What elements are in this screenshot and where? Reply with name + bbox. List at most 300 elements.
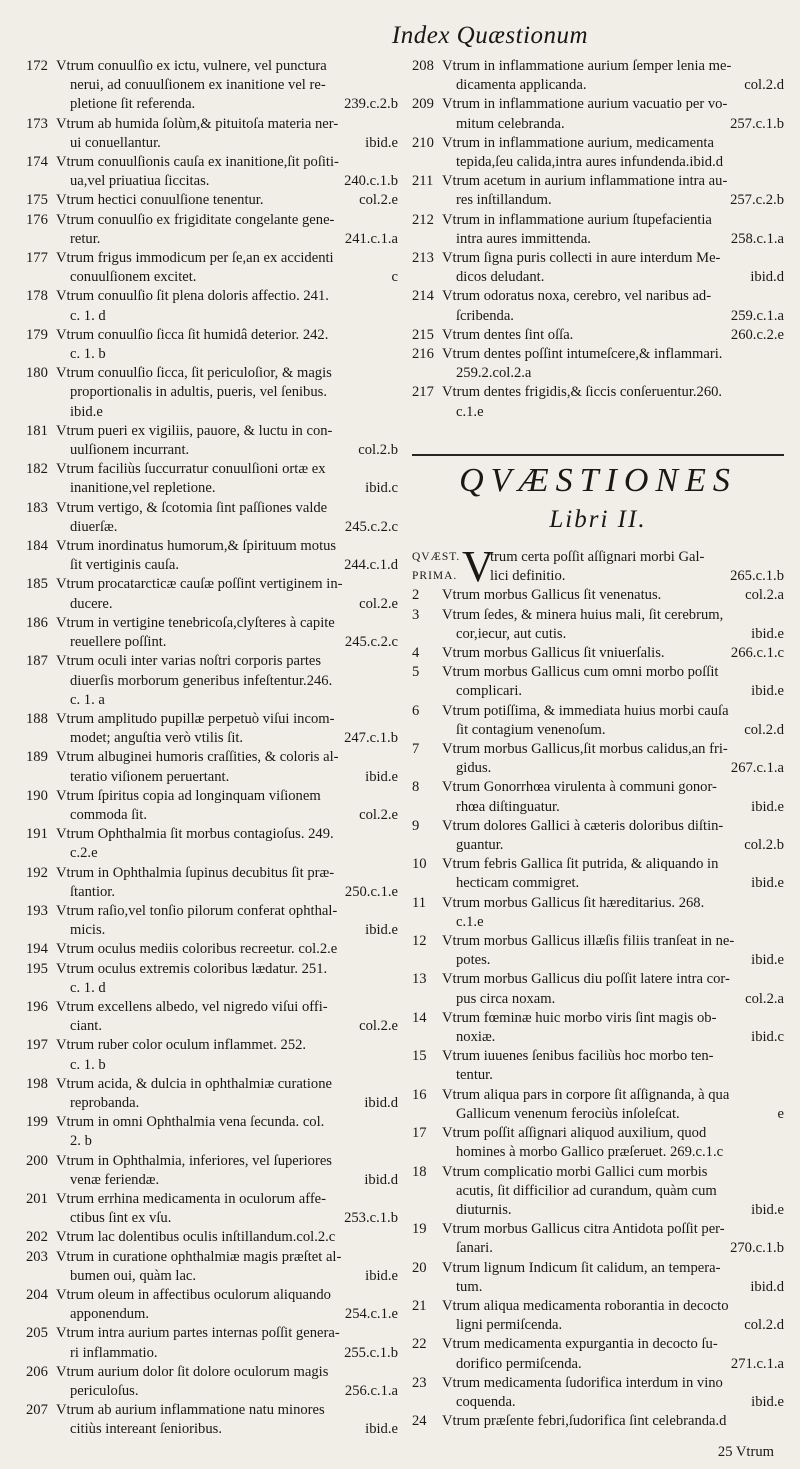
entry-text: c. 1. b xyxy=(70,1056,106,1073)
entry-text: Vtrum Ophthalmia ſit morbus contagioſus. 249. xyxy=(56,826,334,843)
entry-line xyxy=(56,422,398,441)
entry-text: Vtrum in curatione ophthalmiæ magis præſtet al- xyxy=(56,1248,342,1265)
index-entry xyxy=(26,998,398,1036)
entry-text: Vtrum intra aurium partes internas poſſit genera- xyxy=(56,1325,340,1342)
entry-line xyxy=(442,682,784,701)
entry-text: c.1.e xyxy=(456,913,484,930)
entry-text: retur. xyxy=(70,230,101,247)
entry-text: acutis, ſit difficilior ad curandum, quàm cum xyxy=(456,1182,717,1199)
entry-text: Vtrum lignum Indicum ſit calidum, an tempera- xyxy=(442,1259,721,1276)
entry-line xyxy=(56,1075,398,1094)
entry-text: Vtrum pueri ex vigiliis, pauore, & luctu in con- xyxy=(56,422,333,439)
page-reference: 245.c.2.c xyxy=(344,634,398,651)
entry-line xyxy=(56,691,398,710)
entry-text: Vtrum frigus immodicum per ſe,an ex accidenti xyxy=(56,250,334,267)
right-column-top xyxy=(412,57,784,422)
entry-number: 212 xyxy=(412,211,434,228)
entry-text: dicos deludant. xyxy=(456,269,545,286)
entry-number: 175 xyxy=(26,192,48,209)
index-entry xyxy=(26,902,398,940)
index-entry xyxy=(412,932,784,970)
entry-number: 17 xyxy=(412,1125,427,1142)
entry-number: 187 xyxy=(26,653,48,670)
entry-line xyxy=(56,537,398,556)
entry-line xyxy=(442,663,784,682)
entry-number: 18 xyxy=(412,1163,427,1180)
entry-text: Vtrum morbus Gallicus ſit vniuerſalis. xyxy=(442,645,665,662)
page-reference: col.2.d xyxy=(744,77,784,94)
entry-line xyxy=(56,652,398,671)
entry-text: intra aures immittenda. xyxy=(456,230,591,247)
index-entry xyxy=(26,1190,398,1228)
page-reference: 240.c.1.b xyxy=(344,173,398,190)
page-reference: 259.c.1.a xyxy=(730,307,784,324)
entry-line xyxy=(56,748,398,767)
entry-text: Vtrum morbus Gallicus ſit venenatus. xyxy=(442,587,662,604)
entry-line xyxy=(442,364,784,383)
entry-text: Vtrum albuginei humoris craſſities, & coloris al- xyxy=(56,749,339,766)
page-reference: 266.c.1.c xyxy=(730,645,784,662)
entry-text: Vtrum excellens albedo, vel nigredo viſui offi- xyxy=(56,998,328,1015)
entry-line xyxy=(442,932,784,951)
index-entry xyxy=(26,153,398,191)
entry-line xyxy=(442,1124,784,1143)
index-entry xyxy=(412,134,784,172)
entry-text: Vtrum hectici conuulſione tenentur. xyxy=(56,192,264,209)
index-entry xyxy=(26,575,398,613)
entry-line xyxy=(56,134,398,153)
entry-text: Vtrum aliqua pars in corpore ſit aſſignanda, à qua xyxy=(442,1086,730,1103)
entry-text: Vtrum ſigna puris collecti in aure interdum Me- xyxy=(442,250,721,267)
entry-line xyxy=(442,913,784,932)
entry-text: 2. b xyxy=(70,1133,92,1150)
entry-text: cor,iecur, aut cutis. xyxy=(456,625,567,642)
entry-number: 174 xyxy=(26,154,48,171)
index-entry xyxy=(412,894,784,932)
entry-line xyxy=(442,1412,784,1431)
entry-line xyxy=(442,95,784,114)
entry-line xyxy=(442,1182,784,1201)
entry-number: 208 xyxy=(412,58,434,74)
entry-number: 206 xyxy=(26,1363,48,1380)
entry-number: 191 xyxy=(26,826,48,843)
left-column xyxy=(26,57,398,1440)
page-reference: 244.c.1.d xyxy=(344,557,398,574)
entry-line xyxy=(56,1056,398,1075)
entry-line xyxy=(442,1066,784,1085)
entry-line xyxy=(56,172,398,191)
index-entry xyxy=(412,1047,784,1085)
index-entry xyxy=(412,1124,784,1162)
entry-line xyxy=(56,1113,398,1132)
page-reference: 255.c.1.b xyxy=(344,1344,398,1361)
section-title: QVÆSTIONES xyxy=(459,462,737,499)
entry-text: Vtrum febris Gallica ſit putrida, & aliquando in xyxy=(442,856,719,873)
entry-text: complicari. xyxy=(456,683,523,700)
entry-line xyxy=(56,556,398,575)
entry-line xyxy=(56,1190,398,1209)
entry-line xyxy=(56,902,398,921)
entry-line xyxy=(56,403,398,422)
entry-line xyxy=(56,844,398,863)
entry-number: 9 xyxy=(412,817,420,834)
entry-number: 207 xyxy=(26,1402,48,1419)
entry-line xyxy=(56,575,398,594)
page-reference: 271.c.1.a xyxy=(730,1355,784,1372)
page-reference: ibid.e xyxy=(365,1421,398,1438)
entry-text: Vtrum potiſſima, & immediata huius morbi cauſa xyxy=(442,702,729,719)
page-reference: col.2.d xyxy=(744,1317,784,1334)
page-reference: 257.c.1.b xyxy=(730,115,784,132)
entry-line xyxy=(442,383,784,402)
page-reference: ibid.e xyxy=(751,875,784,892)
entry-text: hecticam commigret. xyxy=(456,875,580,892)
entry-number: 184 xyxy=(26,538,48,555)
page-reference: 270.c.1.b xyxy=(730,1240,784,1257)
entry-text: Vtrum in inflammatione aurium ſemper lenia me- xyxy=(442,58,732,74)
page-reference: 239.c.2.b xyxy=(344,96,398,113)
entry-line xyxy=(442,326,784,345)
entry-text: tum. xyxy=(456,1278,483,1295)
entry-line xyxy=(442,76,784,95)
entry-line xyxy=(442,759,784,778)
entry-text: Vtrum in omni Ophthalmia vena ſecunda. col. xyxy=(56,1114,325,1131)
entry-line xyxy=(442,287,784,306)
entry-number: 186 xyxy=(26,614,48,631)
entry-line xyxy=(442,625,784,644)
index-entry xyxy=(412,663,784,701)
entry-text: ciant. xyxy=(70,1018,103,1035)
entry-text: Vtrum aliqua medicamenta roborantia in decocto xyxy=(442,1297,729,1314)
index-entry xyxy=(26,499,398,537)
entry-line xyxy=(56,768,398,787)
index-entry xyxy=(412,172,784,210)
entry-number: 182 xyxy=(26,461,48,478)
entry-line xyxy=(56,307,398,326)
entry-line xyxy=(56,1324,398,1343)
entry-text: ua,vel priuatiua ſiccitas. xyxy=(70,173,210,190)
entry-text: Vtrum morbus Gallicus cum omni morbo poſſit xyxy=(442,664,719,681)
entry-line xyxy=(442,57,784,76)
first-question-text: lici definitio. xyxy=(490,568,566,585)
section-divider xyxy=(412,454,784,456)
entry-number: 211 xyxy=(412,173,434,190)
entry-line xyxy=(442,1259,784,1278)
index-entry xyxy=(26,1152,398,1190)
entry-text: Vtrum medicamenta ſudorifica interdum in vino xyxy=(442,1374,723,1391)
entry-number: 22 xyxy=(412,1336,427,1353)
entry-line xyxy=(442,403,784,422)
entry-text: Vtrum errhina medicamenta in oculorum affe- xyxy=(56,1190,327,1207)
entry-line xyxy=(442,1086,784,1105)
entry-text: Vtrum oculus extremis coloribus lædatur. 251. xyxy=(56,960,328,977)
entry-line xyxy=(442,606,784,625)
entry-text: Vtrum in inflammatione aurium ſtupefacientia xyxy=(442,211,712,228)
entry-number: 10 xyxy=(412,856,427,873)
index-entry xyxy=(412,1163,784,1221)
entry-number: 14 xyxy=(412,1009,427,1026)
entry-text: tepida,ſeu calida,intra aures infundenda.ibid.d xyxy=(456,154,724,171)
entry-text: potes. xyxy=(456,952,491,969)
entry-line xyxy=(442,721,784,740)
entry-text: Vtrum inordinatus humorum,& ſpirituum motus xyxy=(56,538,337,555)
entry-text: Vtrum complicatio morbi Gallici cum morbis xyxy=(442,1163,708,1180)
entry-line xyxy=(56,806,398,825)
entry-line xyxy=(442,153,784,172)
index-entry xyxy=(412,855,784,893)
entry-line xyxy=(56,191,398,210)
page-reference: 256.c.1.a xyxy=(344,1383,398,1400)
entry-number: 11 xyxy=(412,894,427,911)
entry-text: conuulſionem excitet. xyxy=(70,269,197,286)
entry-line xyxy=(442,1163,784,1182)
entry-line xyxy=(442,307,784,326)
index-entry xyxy=(412,1220,784,1258)
entry-line xyxy=(56,883,398,902)
question-label-2: PRIMA. xyxy=(412,570,458,582)
entry-text: Vtrum dolores Gallici à cæteris doloribus diſtin- xyxy=(442,817,724,834)
entry-line xyxy=(56,921,398,940)
page-reference: 250.c.1.e xyxy=(344,883,398,900)
entry-number: 178 xyxy=(26,288,48,305)
index-entry xyxy=(412,211,784,249)
entry-text: Vtrum ab humida ſolùm,& pituitoſa materia ner- xyxy=(56,115,339,132)
entry-line xyxy=(442,134,784,153)
entry-text: Vtrum acetum in aurium inflammatione intra au- xyxy=(442,173,728,190)
page-reference: ibid.e xyxy=(751,625,784,642)
entry-number: 204 xyxy=(26,1287,48,1303)
entry-number: 210 xyxy=(412,134,434,151)
entry-number: 21 xyxy=(412,1297,427,1314)
entry-line xyxy=(56,364,398,383)
index-entry xyxy=(412,249,784,287)
entry-text: Vtrum amplitudo pupillæ perpetuò viſui incom- xyxy=(56,710,335,727)
entry-line xyxy=(442,345,784,364)
entry-line xyxy=(442,1278,784,1297)
entry-text: Vtrum faciliùs ſuccurratur conuulſioni ortæ ex xyxy=(56,461,326,478)
entry-line xyxy=(442,211,784,230)
entry-text: Vtrum conuulſio ex frigiditate congelante gene- xyxy=(56,211,335,228)
entry-number: 193 xyxy=(26,902,48,919)
entry-line xyxy=(442,1316,784,1335)
entry-line xyxy=(56,1132,398,1151)
entry-number: 179 xyxy=(26,326,48,343)
entry-line xyxy=(56,1420,398,1439)
entry-text: coquenda. xyxy=(456,1393,516,1410)
index-entry xyxy=(26,249,398,287)
entry-number: 209 xyxy=(412,96,434,113)
entry-number: 205 xyxy=(26,1325,48,1342)
index-entry xyxy=(26,1036,398,1074)
entry-line xyxy=(56,460,398,479)
entry-number: 20 xyxy=(412,1259,427,1276)
entry-line xyxy=(56,960,398,979)
entry-number: 172 xyxy=(26,58,48,74)
entry-text: res inſtillandum. xyxy=(456,192,552,209)
index-entry xyxy=(26,1363,398,1401)
index-entry xyxy=(26,326,398,364)
entry-line xyxy=(442,230,784,249)
entry-text: diuerſis morborum generibus infeſtentur.246. xyxy=(70,672,333,689)
entry-line xyxy=(442,644,784,663)
entry-line xyxy=(56,1036,398,1055)
entry-number: 173 xyxy=(26,115,48,132)
index-entry xyxy=(26,748,398,786)
entry-line xyxy=(442,172,784,191)
entry-line xyxy=(56,787,398,806)
entry-line xyxy=(56,614,398,633)
page-reference: ibid.e xyxy=(365,768,398,785)
entry-number: 8 xyxy=(412,779,420,796)
entry-line xyxy=(56,633,398,652)
page-reference: col.2.d xyxy=(744,721,784,738)
entry-text: Vtrum oculi inter varias noſtri corporis partes xyxy=(56,653,322,670)
entry-text: ducere. xyxy=(70,595,113,612)
index-entry xyxy=(412,702,784,740)
entry-line xyxy=(56,153,398,172)
entry-line xyxy=(442,1335,784,1354)
entry-line xyxy=(442,1374,784,1393)
page-reference: c xyxy=(391,269,398,286)
entry-number: 192 xyxy=(26,864,48,881)
index-entry xyxy=(26,364,398,422)
page-reference: ibid.d xyxy=(750,269,784,286)
page-reference: 245.c.2.c xyxy=(344,518,398,535)
entry-text: Vtrum dentes ſint oſſa. xyxy=(442,326,574,343)
entry-text: Vtrum oculus mediis coloribus recreetur. col.2.e xyxy=(56,941,338,958)
entry-line xyxy=(56,383,398,402)
index-entry xyxy=(412,1297,784,1335)
index-entry xyxy=(26,1075,398,1113)
index-entry xyxy=(412,383,784,421)
entry-line xyxy=(442,1239,784,1258)
entry-number: 195 xyxy=(26,960,48,977)
index-entry xyxy=(26,1113,398,1151)
entry-text: ſanari. xyxy=(456,1240,493,1257)
page-reference: e xyxy=(777,1105,784,1122)
entry-text: uulſionem incurrant. xyxy=(70,442,190,459)
index-entry xyxy=(412,287,784,325)
entry-text: c. 1. d xyxy=(70,979,106,996)
page-reference: 258.c.1.a xyxy=(730,230,784,247)
entry-text: reuellere poſſint. xyxy=(70,634,167,651)
page-reference: ibid.d xyxy=(364,1171,398,1188)
entry-text: Vtrum conuulſio ſit plena doloris affectio. 241. xyxy=(56,288,329,305)
entry-text: commoda ſit. xyxy=(70,806,148,823)
entry-line xyxy=(56,1228,398,1247)
entry-line xyxy=(56,1152,398,1171)
entry-text: nerui, ad conuulſionem ex inanitione vel re- xyxy=(70,77,326,94)
entry-line xyxy=(442,268,784,287)
entry-number: 180 xyxy=(26,365,48,382)
page-reference: ibid.e xyxy=(751,952,784,969)
entry-number: 12 xyxy=(412,933,427,950)
entry-line xyxy=(442,874,784,893)
entry-text: Vtrum poſſit aſſignari aliquod auxilium, quod xyxy=(442,1125,707,1142)
entry-line xyxy=(56,345,398,364)
index-entry xyxy=(412,740,784,778)
entry-text: Vtrum acida, & dulcia in ophthalmiæ curatione xyxy=(56,1075,332,1092)
first-question-line: trum certa poſſit aſſignari morbi Gal- xyxy=(490,549,705,565)
entry-text: Vtrum odoratus noxa, cerebro, vel naribus ad- xyxy=(442,288,712,305)
index-entry xyxy=(412,1259,784,1297)
entry-text: c. 1. a xyxy=(70,691,105,708)
entry-text: Vtrum ruber color oculum inflammet. 252. xyxy=(56,1037,307,1054)
entry-line xyxy=(56,1171,398,1190)
entry-text: Vtrum præſente febri,ſudorifica ſint celebranda.d xyxy=(442,1413,727,1430)
entry-text: Vtrum conuulſio ex ictu, vulnere, vel punctura xyxy=(56,58,327,74)
index-entry xyxy=(26,1228,398,1247)
entry-line xyxy=(56,479,398,498)
page-reference: ibid.e xyxy=(751,1201,784,1218)
entry-text: Vtrum dentes frigidis,& ſiccis conſeruentur.260. xyxy=(442,384,723,401)
entry-line xyxy=(442,586,784,605)
entry-number: 6 xyxy=(412,702,420,719)
index-entry xyxy=(26,1248,398,1286)
entry-number: 198 xyxy=(26,1075,48,1092)
entry-text: Vtrum in Ophthalmia, inferiores, vel ſuperiores xyxy=(56,1152,332,1169)
entry-text: Vtrum Gonorrhœa virulenta à communi gonor- xyxy=(442,779,717,796)
page-reference: ibid.e xyxy=(365,1267,398,1284)
entry-text: gidus. xyxy=(456,760,492,777)
page-reference: ibid.d xyxy=(750,1278,784,1295)
index-entry xyxy=(412,1412,784,1431)
index-entry xyxy=(412,778,784,816)
entry-line xyxy=(56,76,398,95)
page-reference: ibid.e xyxy=(365,922,398,939)
entry-text: Vtrum fœminæ huic morbo viris ſint magis ob- xyxy=(442,1009,717,1026)
entry-text: tentur. xyxy=(456,1067,493,1084)
index-entry xyxy=(412,1374,784,1412)
entry-line xyxy=(56,249,398,268)
entry-text: Vtrum vertigo, & ſcotomia ſint paſſiones valde xyxy=(56,499,328,516)
entry-text: micis. xyxy=(70,922,106,939)
index-entry xyxy=(26,710,398,748)
page-reference: 241.c.1.a xyxy=(344,230,398,247)
page-reference: col.2.e xyxy=(359,1018,398,1035)
entry-text: Vtrum conuulſionis cauſa ex inanitione,ſit poſiti- xyxy=(56,154,339,171)
entry-text: dicamenta applicanda. xyxy=(456,77,587,94)
entry-number: 188 xyxy=(26,710,48,727)
entry-text: Vtrum morbus Gallicus diu poſſit latere intra cor- xyxy=(442,971,730,988)
index-entry xyxy=(26,115,398,153)
index-entry xyxy=(26,460,398,498)
entry-line xyxy=(56,441,398,460)
index-entry xyxy=(412,57,784,95)
page-reference: col.2.b xyxy=(744,837,784,854)
entry-text: mitum celebranda. xyxy=(456,115,565,132)
index-entry xyxy=(412,586,784,605)
running-header xyxy=(0,22,800,50)
index-entry xyxy=(26,422,398,460)
first-question-line xyxy=(490,567,784,586)
entry-line xyxy=(56,729,398,748)
entry-text: pletione ſit referenda. xyxy=(70,96,196,113)
entry-line xyxy=(56,1305,398,1324)
entry-text: Gallicum venenum ferociùs inſoleſcat. xyxy=(456,1105,680,1122)
entry-text: c. 1. d xyxy=(70,307,106,324)
index-entry xyxy=(412,1086,784,1124)
entry-text: modet; anguſtia verò vtilis ſit. xyxy=(70,730,244,747)
index-entry xyxy=(412,1335,784,1373)
entry-text: Vtrum oleum in affectibus oculorum aliquando xyxy=(56,1287,331,1303)
page-reference: 257.c.2.b xyxy=(730,192,784,209)
entry-line xyxy=(56,1209,398,1228)
entry-number: 183 xyxy=(26,499,48,516)
entry-line xyxy=(56,499,398,518)
entry-number: 216 xyxy=(412,346,434,363)
drop-initial: V xyxy=(462,542,494,591)
